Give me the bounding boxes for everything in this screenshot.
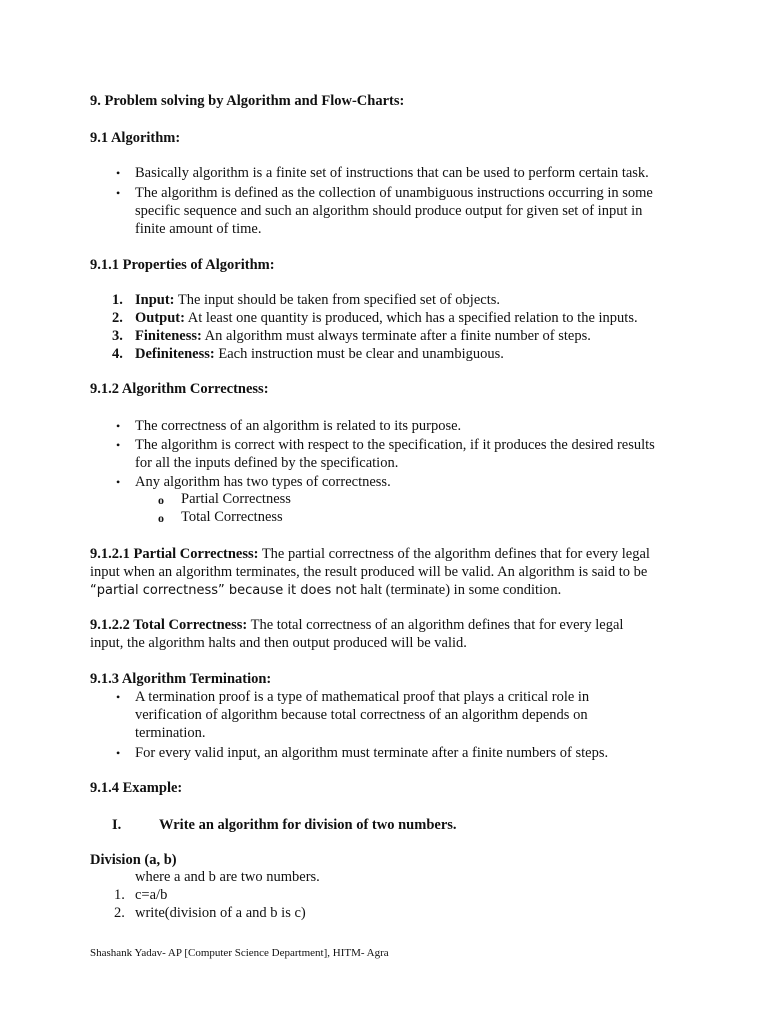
list-number: 1. bbox=[112, 292, 123, 308]
step-text: c=a/b bbox=[135, 887, 168, 903]
list-number: 2. bbox=[112, 310, 123, 326]
page-footer: Shashank Yadav- AP [Computer Science Department], HITM- Agra bbox=[90, 947, 389, 959]
property-term: Input: bbox=[135, 292, 175, 308]
list-number: 4. bbox=[112, 346, 123, 362]
termination-bullet-1-line-1: A termination proof is a type of mathematical proof that plays a critical role in bbox=[135, 689, 590, 705]
function-signature: Division (a, b) bbox=[90, 852, 177, 868]
property-item bbox=[112, 327, 123, 345]
section-heading-9-1-3: 9.1.3 Algorithm Termination: bbox=[90, 671, 272, 687]
property-item-text bbox=[135, 291, 500, 309]
partial-correctness-text: The partial correctness of the algorithm defines that for every legal bbox=[258, 546, 650, 562]
property-term: Definiteness: bbox=[135, 346, 215, 362]
sub-bullet-icon: o bbox=[158, 511, 164, 525]
section-heading-9-1-1: 9.1.1 Properties of Algorithm: bbox=[90, 257, 275, 273]
total-correctness-text: The total correctness of an algorithm defines that for every legal bbox=[247, 617, 624, 633]
algorithm-bullet-2-line-3: finite amount of time. bbox=[135, 221, 262, 237]
total-correctness-line-1 bbox=[90, 616, 623, 634]
total-correctness-line-2: input, the algorithm halts and then output produced will be valid. bbox=[90, 635, 467, 651]
partial-correctness-quoted: “partial correctness” because it does not bbox=[90, 583, 357, 598]
property-desc: At least one quantity is produced, which has a specified relation to the inputs. bbox=[184, 310, 638, 326]
partial-correctness-line-1 bbox=[90, 545, 650, 563]
property-item-text bbox=[135, 327, 591, 345]
document-title: 9. Problem solving by Algorithm and Flow-Charts: bbox=[90, 93, 405, 109]
bullet-icon: • bbox=[116, 186, 121, 200]
bullet-icon: • bbox=[116, 419, 121, 433]
partial-correctness-line-2: input when an algorithm terminates, the result produced will be valid. An algorithm is said to be bbox=[90, 564, 648, 580]
property-term: Finiteness: bbox=[135, 328, 202, 344]
sub-item-partial: Partial Correctness bbox=[181, 491, 291, 507]
property-item bbox=[112, 309, 123, 327]
function-description: where a and b are two numbers. bbox=[135, 869, 320, 885]
bullet-icon: • bbox=[116, 166, 121, 180]
sub-item-total: Total Correctness bbox=[181, 509, 283, 525]
property-term: Output: bbox=[135, 310, 185, 326]
algorithm-bullet-2-line-2: specific sequence and such an algorithm should produce output for given set of input in bbox=[135, 203, 643, 219]
correctness-bullet-3: Any algorithm has two types of correctness. bbox=[135, 474, 391, 490]
step-text: write(division of a and b is c) bbox=[135, 905, 306, 921]
bullet-icon: • bbox=[116, 690, 121, 704]
termination-bullet-1-line-3: termination. bbox=[135, 725, 206, 741]
partial-correctness-term: 9.1.2.1 Partial Correctness: bbox=[90, 546, 259, 562]
sub-bullet-icon: o bbox=[158, 493, 164, 507]
property-desc: Each instruction must be clear and unambiguous. bbox=[214, 346, 504, 362]
step-number: 1. bbox=[114, 887, 125, 903]
section-heading-9-1: 9.1 Algorithm: bbox=[90, 130, 181, 146]
property-item bbox=[112, 345, 123, 363]
section-heading-9-1-2: 9.1.2 Algorithm Correctness: bbox=[90, 381, 269, 397]
correctness-bullet-2-line-2: for all the inputs defined by the specification. bbox=[135, 455, 399, 471]
property-desc: An algorithm must always terminate after a finite number of steps. bbox=[201, 328, 591, 344]
property-item-text bbox=[135, 309, 638, 327]
list-number: 3. bbox=[112, 328, 123, 344]
total-correctness-term: 9.1.2.2 Total Correctness: bbox=[90, 617, 248, 633]
partial-correctness-line-3 bbox=[90, 581, 561, 600]
correctness-bullet-2-line-1: The algorithm is correct with respect to the specification, if it produces the desired results bbox=[135, 437, 655, 453]
example-task: Write an algorithm for division of two numbers. bbox=[159, 817, 457, 833]
partial-correctness-tail: halt (terminate) in some condition. bbox=[356, 582, 562, 598]
property-desc: The input should be taken from specified set of objects. bbox=[174, 292, 500, 308]
bullet-icon: • bbox=[116, 746, 121, 760]
correctness-bullet-1: The correctness of an algorithm is related to its purpose. bbox=[135, 418, 462, 434]
example-roman-numeral: I. bbox=[112, 817, 122, 833]
termination-bullet-2: For every valid input, an algorithm must terminate after a finite numbers of steps. bbox=[135, 745, 609, 761]
bullet-icon: • bbox=[116, 475, 121, 489]
section-heading-9-1-4: 9.1.4 Example: bbox=[90, 780, 183, 796]
bullet-icon: • bbox=[116, 438, 121, 452]
property-item-text bbox=[135, 345, 504, 363]
algorithm-bullet-2-line-1: The algorithm is defined as the collection of unambiguous instructions occurring in some bbox=[135, 185, 653, 201]
step-number: 2. bbox=[114, 905, 125, 921]
termination-bullet-1-line-2: verification of algorithm because total correctness of an algorithm depends on bbox=[135, 707, 588, 723]
property-item bbox=[112, 291, 123, 309]
algorithm-bullet-1: Basically algorithm is a finite set of instructions that can be used to perform certain task. bbox=[135, 165, 649, 181]
